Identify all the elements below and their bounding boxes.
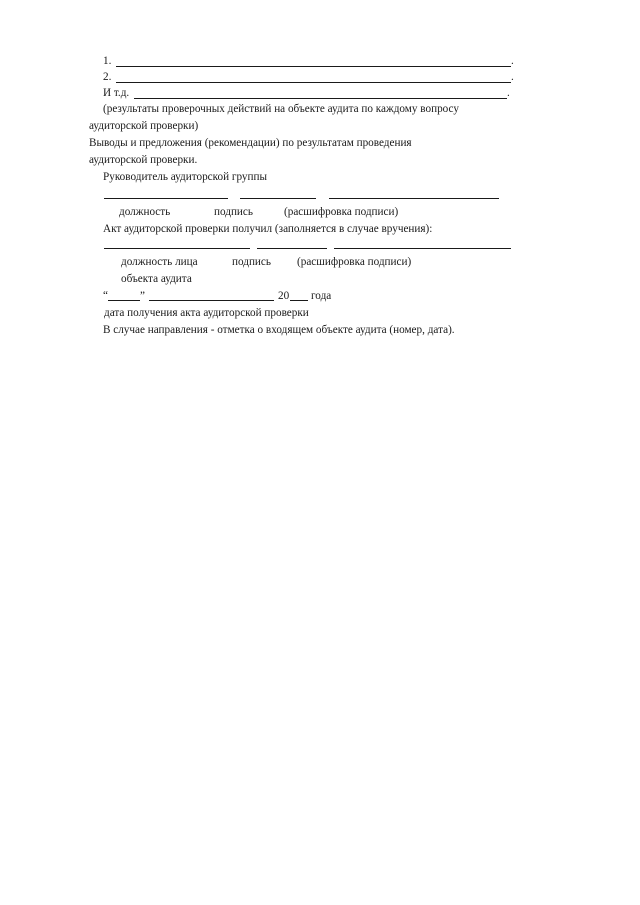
received-title: Акт аудиторской проверки получил (заполняется в случае вручения): [103, 223, 433, 235]
item-period: . [507, 87, 510, 99]
signature-line [257, 248, 327, 249]
item-number: 1. [103, 55, 112, 67]
fill-line [116, 82, 511, 83]
conclusions-line1: Выводы и предложения (рекомендации) по результатам проведения [89, 137, 412, 149]
item-period: . [511, 55, 514, 67]
year-blank [290, 300, 308, 301]
fill-line [134, 98, 507, 99]
decoding-line [334, 248, 511, 249]
fill-line [116, 66, 511, 67]
label-signature: подпись [232, 256, 271, 268]
item-number: И т.д. [103, 87, 130, 99]
position-line [104, 248, 250, 249]
label-position: должность [119, 206, 171, 218]
signature-line [240, 198, 316, 199]
direction-note: В случае направления - отметка о входящем объекте аудита (номер, дата). [103, 324, 455, 336]
group-leader-title: Руководитель аудиторской группы [103, 171, 267, 183]
label-position-line2: объекта аудита [121, 273, 192, 285]
item-number: 2. [103, 71, 112, 83]
close-quote: ” [140, 290, 145, 302]
conclusions-line2: аудиторской проверки. [89, 154, 198, 166]
label-signature: подпись [214, 206, 253, 218]
label-decoding: (расшифровка подписи) [284, 206, 399, 218]
decoding-line [329, 198, 499, 199]
label-position: должность лица [121, 256, 198, 268]
day-blank [108, 300, 140, 301]
results-note-line1: (результаты проверочных действий на объекте аудита по каждому вопросу [103, 103, 459, 115]
results-note-line2: аудиторской проверки) [89, 120, 199, 132]
date-caption: дата получения акта аудиторской проверки [104, 307, 309, 319]
item-period: . [511, 71, 514, 83]
open-quote: “ [103, 290, 108, 302]
label-decoding: (расшифровка подписи) [297, 256, 412, 268]
position-line [104, 198, 228, 199]
year-suffix: года [311, 290, 332, 302]
month-blank [149, 300, 274, 301]
year-prefix: 20 [278, 290, 290, 302]
